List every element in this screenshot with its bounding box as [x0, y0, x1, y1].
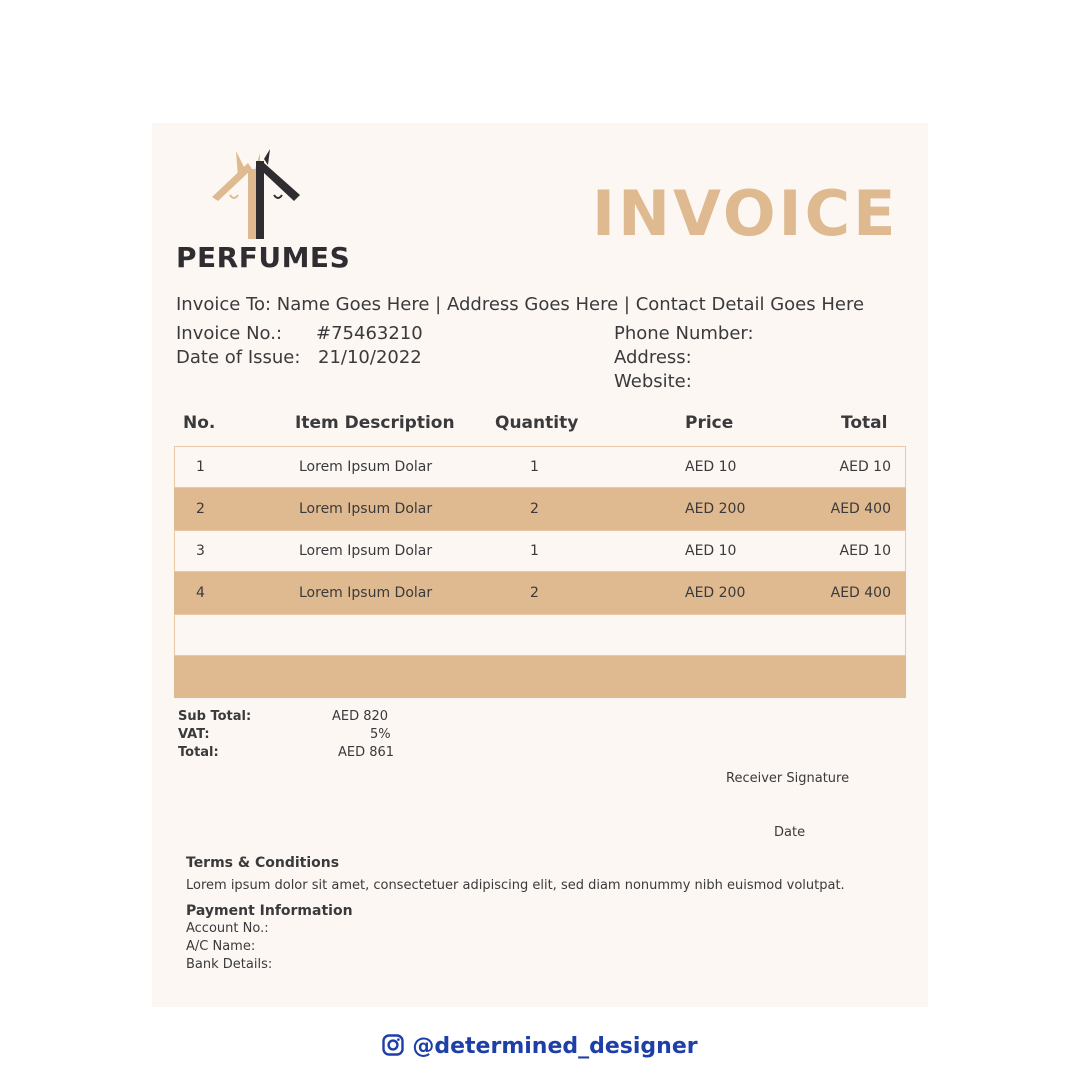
phone-number-label: Phone Number:	[614, 323, 754, 344]
account-number-label: Account No.:	[186, 921, 269, 936]
invoice-title: INVOICE	[592, 177, 899, 250]
row-description: Lorem Ipsum Dolar	[299, 459, 433, 475]
header-no: No.	[183, 413, 216, 433]
bank-details-label: Bank Details:	[186, 957, 273, 972]
date-of-issue-label: Date of Issue:	[176, 347, 301, 368]
table-row	[174, 488, 906, 530]
address-label: Address:	[614, 347, 692, 368]
perfume-logo-icon	[210, 149, 302, 243]
terms-text: Lorem ipsum dolor sit amet, consectetuer adipiscing elit, sed diam nonummy nibh euismod volutpat.	[186, 878, 845, 893]
row-quantity: 2	[530, 585, 539, 601]
table-row-empty	[174, 614, 906, 656]
header-quantity: Quantity	[495, 413, 579, 433]
row-number: 2	[196, 501, 205, 517]
row-total: AED 10	[839, 543, 891, 559]
subtotal-label: Sub Total:	[178, 709, 252, 724]
website-label: Website:	[614, 371, 692, 392]
invoice-number-value: #75463210	[316, 323, 423, 344]
table-row	[174, 446, 906, 488]
date-of-issue-value: 21/10/2022	[318, 347, 422, 368]
footer-handle[interactable]: @determined_designer	[412, 1034, 698, 1059]
row-number: 1	[196, 459, 205, 475]
row-total: AED 400	[830, 501, 891, 517]
row-description: Lorem Ipsum Dolar	[299, 543, 433, 559]
payment-heading: Payment Information	[186, 903, 353, 919]
vat-value: 5%	[370, 727, 391, 742]
footer-credit	[0, 1034, 1080, 1059]
receiver-signature: Receiver Signature	[726, 771, 850, 786]
subtotal-value: AED 820	[332, 709, 389, 724]
row-price: AED 10	[685, 543, 737, 559]
total-label: Total:	[178, 745, 219, 760]
row-quantity: 1	[530, 459, 539, 475]
row-quantity: 2	[530, 501, 539, 517]
row-price: AED 10	[685, 459, 737, 475]
row-description: Lorem Ipsum Dolar	[299, 585, 433, 601]
row-number: 4	[196, 585, 205, 601]
total-value: AED 861	[338, 745, 395, 760]
terms-heading: Terms & Conditions	[186, 855, 340, 871]
invoice-to: Invoice To: Name Goes Here | Address Goes Here | Contact Detail Goes Here	[176, 294, 865, 315]
row-description: Lorem Ipsum Dolar	[299, 501, 433, 517]
items-table	[174, 446, 906, 698]
vat-label: VAT:	[178, 727, 210, 742]
row-quantity: 1	[530, 543, 539, 559]
table-row-empty	[174, 656, 906, 698]
header-item-description: Item Description	[295, 413, 455, 433]
table-row	[174, 530, 906, 572]
header-total: Total	[841, 413, 888, 433]
invoice-number-label: Invoice No.:	[176, 323, 283, 344]
signature-date: Date	[774, 825, 806, 840]
account-name-label: A/C Name:	[186, 939, 256, 954]
instagram-icon	[382, 1034, 404, 1056]
row-price: AED 200	[685, 501, 746, 517]
brand-name: PERFUMES	[176, 241, 351, 274]
table-row	[174, 572, 906, 614]
row-total: AED 400	[830, 585, 891, 601]
invoice-sheet	[152, 123, 928, 1007]
row-number: 3	[196, 543, 205, 559]
header-price: Price	[685, 413, 734, 433]
row-price: AED 200	[685, 585, 746, 601]
row-total: AED 10	[839, 459, 891, 475]
